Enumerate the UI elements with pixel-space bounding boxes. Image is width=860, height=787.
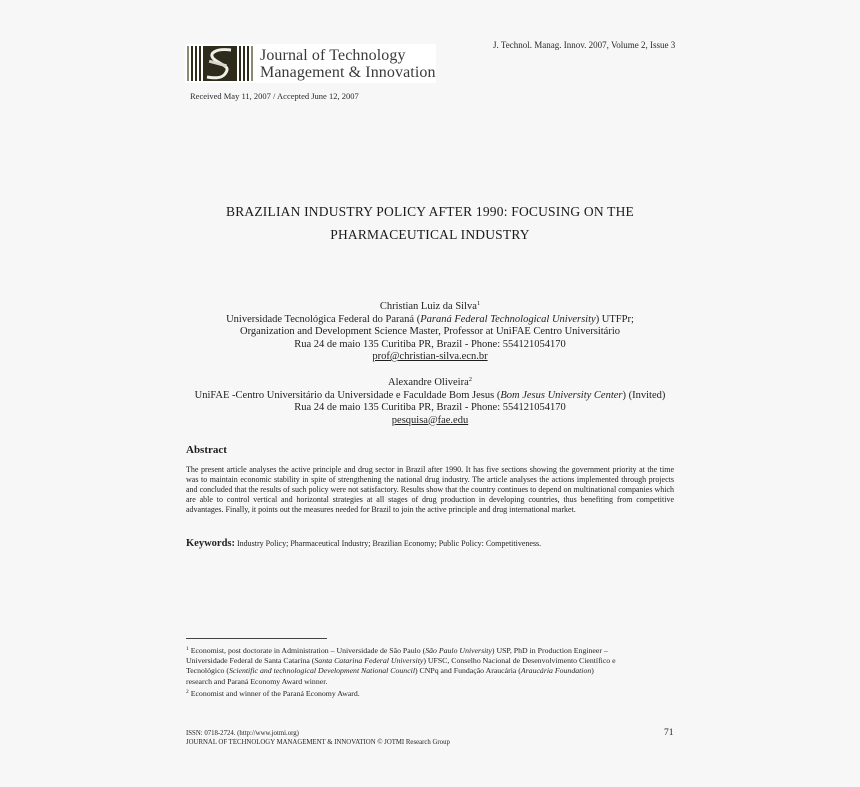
footnote-1-line-2 bbox=[186, 656, 676, 666]
journal-logo bbox=[185, 44, 436, 83]
affiliation-english: Paraná Federal Technological University bbox=[420, 313, 596, 325]
footnote-divider bbox=[186, 638, 327, 639]
footnotes bbox=[186, 644, 676, 699]
keywords-text: Industry Policy; Pharmaceutical Industry; Brazilian Economy; Public Policy: Competitiveness. bbox=[235, 539, 542, 548]
footnote-text: Economist, post doctorate in Administration – Universidade de São Paulo ( bbox=[188, 646, 426, 655]
paper-title-line2: PHARMACEUTICAL INDUSTRY bbox=[330, 227, 530, 242]
footnote-text: ) CNPq and Fundação Araucária ( bbox=[415, 666, 521, 676]
footnote-text: Universidade Federal de Santa Catarina ( bbox=[186, 656, 315, 666]
footnote-italic: Santa Catarina Federal University bbox=[314, 656, 424, 666]
affiliation-text: Universidade Tecnológica Federal do Paraná ( bbox=[226, 313, 421, 325]
footnote-mark: 2 bbox=[186, 688, 189, 695]
affiliation-abbrev: ) UTFPr; bbox=[595, 313, 634, 325]
footer-copyright: JOURNAL OF TECHNOLOGY MANAGEMENT & INNOVATION © JOTMI Research Group bbox=[186, 739, 450, 746]
footnote-italic: Araucária Foundation bbox=[520, 666, 592, 676]
footnote-mark: 2 bbox=[468, 376, 472, 383]
author-name-line bbox=[0, 374, 860, 390]
author-name-line bbox=[0, 298, 860, 314]
affiliation-text: UniFAE -Centro Universitário da Universidade e Faculdade Bom Jesus ( bbox=[194, 389, 501, 401]
journal-logo-text bbox=[260, 47, 436, 81]
paper-title-line1: BRAZILIAN INDUSTRY POLICY AFTER 1990: FOCUSING ON THE bbox=[226, 204, 634, 219]
footnote-2 bbox=[186, 687, 676, 699]
author-address: Rua 24 de maio 135 Curitiba PR, Brazil - Phone: 554121054170 bbox=[294, 402, 566, 413]
footer-issn: ISSN: 0718-2724. (http://www.jotmi.org) bbox=[186, 730, 299, 737]
author-block-2 bbox=[0, 374, 860, 427]
keywords bbox=[186, 538, 541, 549]
footnote-1-line-3 bbox=[186, 666, 676, 676]
author-affiliation-2: Organization and Development Science Master, Professor at UniFAE Centro Universitário bbox=[239, 326, 620, 337]
author-affiliation bbox=[0, 314, 860, 327]
keywords-label: Keywords: bbox=[186, 538, 235, 549]
author-address: Rua 24 de maio 135 Curitiba PR, Brazil - Phone: 554121054170 bbox=[294, 338, 566, 350]
author-email-link[interactable]: prof@christian-silva.ecn.br bbox=[372, 351, 488, 362]
footnote-text: ) bbox=[591, 666, 594, 676]
author-name: Alexandre Oliveira bbox=[387, 377, 469, 388]
affiliation-note: ) (Invited) bbox=[622, 389, 666, 401]
abstract-body: The present article analyses the active principle and drug sector in Brazil after 1990. It has five sections showing the government priority at the time was to maintain economic stability in spite of strengthening the national drug industry. The article analyses the actions implemented through projects and concluded that the results of such policy were not satisfactory. Results show that the country continues to depend on multinational companies which are able to control vertical and horizontal strategies at all stages of drug production in developing countries, thus benefiting from competitive advantages. Finally, it points out the measures needed for Brazil to join the active principle and drug international market. bbox=[186, 465, 674, 514]
footnote-mark: 1 bbox=[476, 300, 481, 307]
footnote-1-line-1 bbox=[186, 644, 676, 656]
paper-title bbox=[0, 200, 860, 246]
journal-logo-line2: Management & Innovation bbox=[260, 63, 436, 81]
footnote-italic: Scientific and technological Development National Council bbox=[228, 666, 415, 676]
footnote-text: ) UFSC, Conselho Nacional de Desenvolvimento Científico e bbox=[423, 656, 616, 666]
journal-reference: J. Technol. Manag. Innov. 2007, Volume 2, Issue 3 bbox=[493, 40, 676, 50]
page-footer bbox=[186, 729, 450, 747]
author-block-1 bbox=[0, 298, 860, 364]
footnote-text: ) USP, PhD in Production Engineer – bbox=[491, 646, 608, 655]
journal-logo-mark-icon bbox=[185, 44, 255, 83]
author-email-link[interactable]: pesquisa@fae.edu bbox=[391, 414, 469, 426]
affiliation-english: Bom Jesus University Center bbox=[500, 389, 623, 401]
footnote-1-line-4: research and Paraná Economy Award winner. bbox=[186, 676, 328, 686]
footnote-text: Economist and winner of the Paraná Economy Award. bbox=[188, 688, 360, 698]
author-name: Christian Luiz da Silva bbox=[379, 301, 477, 312]
journal-logo-line1: Journal of Technology bbox=[260, 46, 406, 64]
page-number: 71 bbox=[664, 728, 674, 738]
footnote-italic: São Paulo University bbox=[425, 646, 492, 655]
footnote-text: Tecnológico ( bbox=[186, 666, 229, 676]
received-accepted-dates: Received May 11, 2007 / Accepted June 12, 2007 bbox=[190, 91, 359, 101]
abstract-heading: Abstract bbox=[186, 444, 227, 456]
author-affiliation bbox=[0, 390, 860, 403]
footnote-mark: 1 bbox=[186, 646, 189, 652]
